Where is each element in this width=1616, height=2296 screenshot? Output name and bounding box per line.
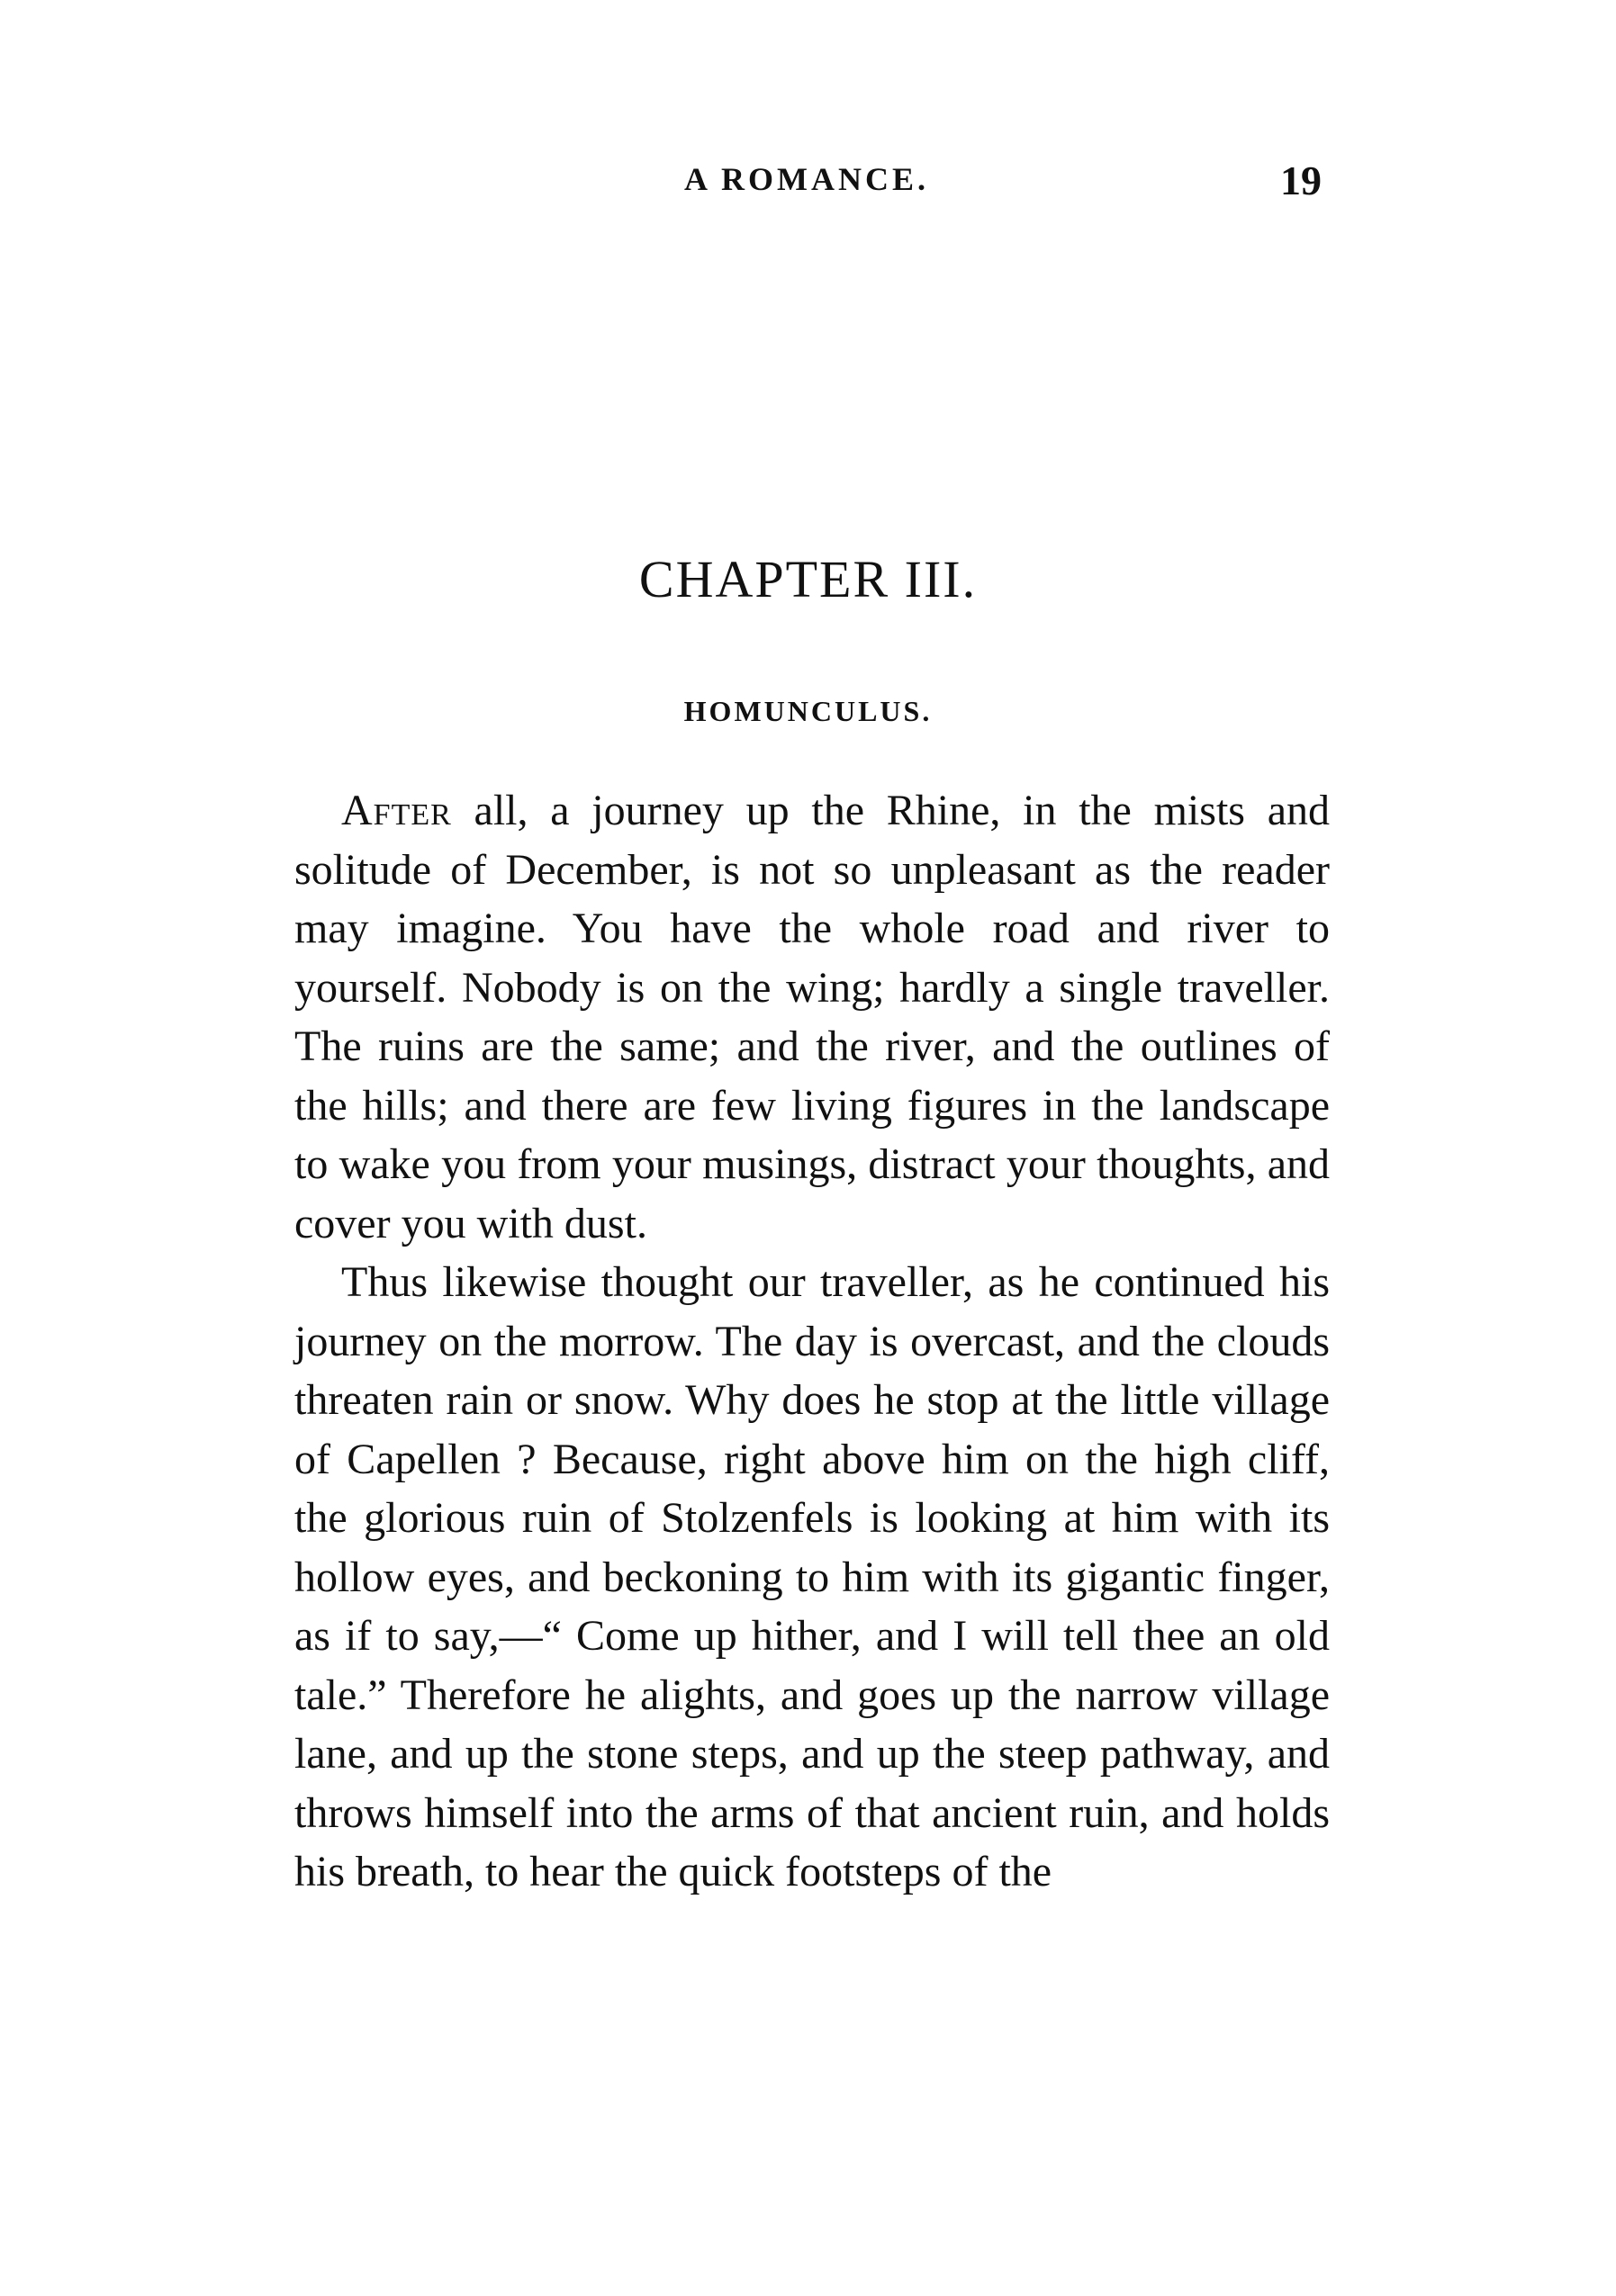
chapter-title: CHAPTER III. <box>638 550 978 608</box>
running-title: A ROMANCE. <box>684 161 929 197</box>
paragraph-1 <box>294 781 1330 1253</box>
paragraph-text: Thus likewise thought our traveller, as he continued his journey on the morrow. The day is overcast, and the clouds threaten rain or snow. Why does he stop at the little village of Capellen ? Because, right above him on the high cliff, the glorious ruin of Stolzenfels is looking at him with its hollow eyes, and beckoning to him with its gigantic finger, as if to say,—“ Come up hither, and I will tell thee an old tale.” Therefore he alights, and goes up the narrow village lane, and up the stone steps, and up the steep pathway, and throws himself into the arms of that ancient ruin, and holds his breath, to hear the quick footsteps of the <box>294 1258 1330 1895</box>
paragraph-text: all, a journey up the Rhine, in the mists and solitude of December, is not so unpleasant as the reader may imagine. You have the whole road and river to yourself. Nobody is on the wing; hardly a single traveller. The ruins are the same; and the river, and the outlines of the hills; and there are few living figures in the landscape to wake you from your musings, distract your thoughts, and cover you with dust. <box>294 787 1330 1247</box>
paragraph-lead-word: After <box>341 787 452 834</box>
paragraph-2 <box>294 1253 1330 1902</box>
page-number: 19 <box>1280 158 1322 203</box>
body-text <box>294 781 1330 1902</box>
chapter-subtitle: HOMUNCULUS. <box>683 695 933 727</box>
running-head <box>0 160 1616 214</box>
